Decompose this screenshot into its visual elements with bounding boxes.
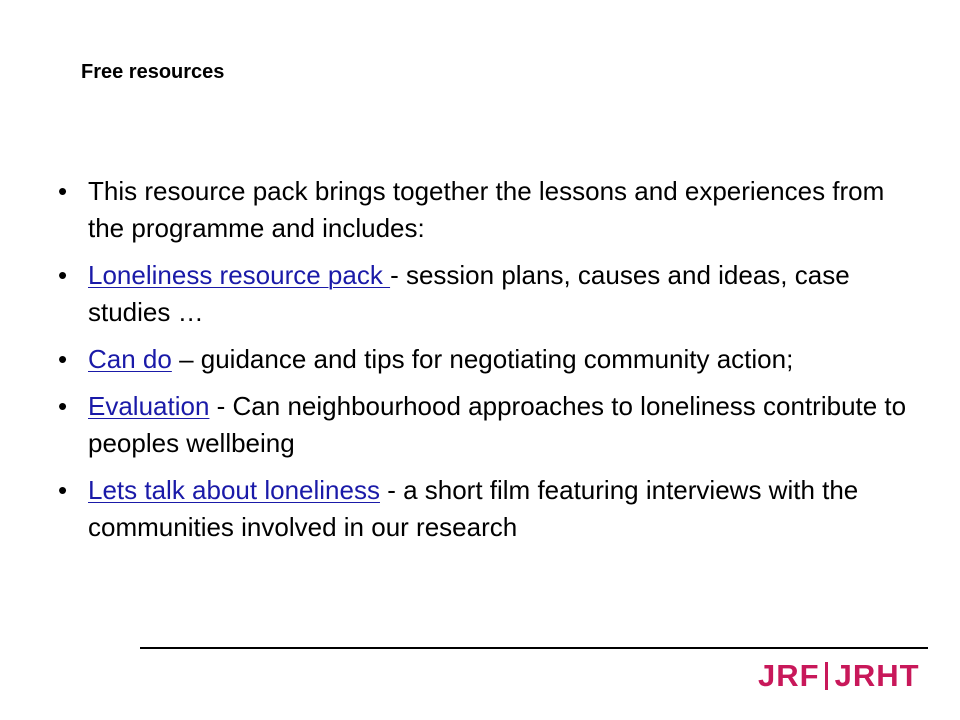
- resource-description: – guidance and tips for negotiating community action;: [171, 344, 794, 374]
- logo-jrf-text: JRF: [758, 658, 820, 693]
- bullet-icon: •: [58, 260, 68, 290]
- logo-divider: [825, 662, 828, 690]
- logo-jrht-text: JRHT: [834, 658, 920, 693]
- resource-description: - Can neighbourhood approaches to loneliness contribute to peoples wellbeing: [88, 391, 907, 458]
- resource-item-can-do: [58, 341, 920, 378]
- bullet-icon: •: [58, 176, 68, 206]
- slide-title: Free resources: [81, 61, 225, 83]
- bullet-icon: •: [58, 475, 68, 505]
- resource-bullet-list: [58, 173, 920, 556]
- evaluation-link[interactable]: Evaluation: [88, 391, 210, 421]
- lets-talk-about-loneliness-link[interactable]: Lets talk about loneliness: [88, 475, 380, 505]
- can-do-link[interactable]: Can do: [88, 344, 172, 374]
- jrf-jrht-logo: [758, 659, 920, 693]
- footer-divider: [140, 647, 928, 649]
- resource-description: - a short film featuring interviews with the communities involved in our research: [88, 475, 859, 542]
- intro-text: This resource pack brings together the lessons and experiences from the programme and includes:: [88, 176, 885, 243]
- resource-description: - session plans, causes and ideas, case studies …: [88, 260, 850, 327]
- bullet-icon: •: [58, 344, 68, 374]
- resource-item-lets-talk: [58, 472, 920, 546]
- intro-bullet-item: [58, 173, 920, 247]
- resource-item-loneliness-pack: [58, 257, 920, 331]
- resource-item-evaluation: [58, 388, 920, 462]
- loneliness-resource-pack-link[interactable]: Loneliness resource pack: [88, 260, 391, 290]
- bullet-icon: •: [58, 391, 68, 421]
